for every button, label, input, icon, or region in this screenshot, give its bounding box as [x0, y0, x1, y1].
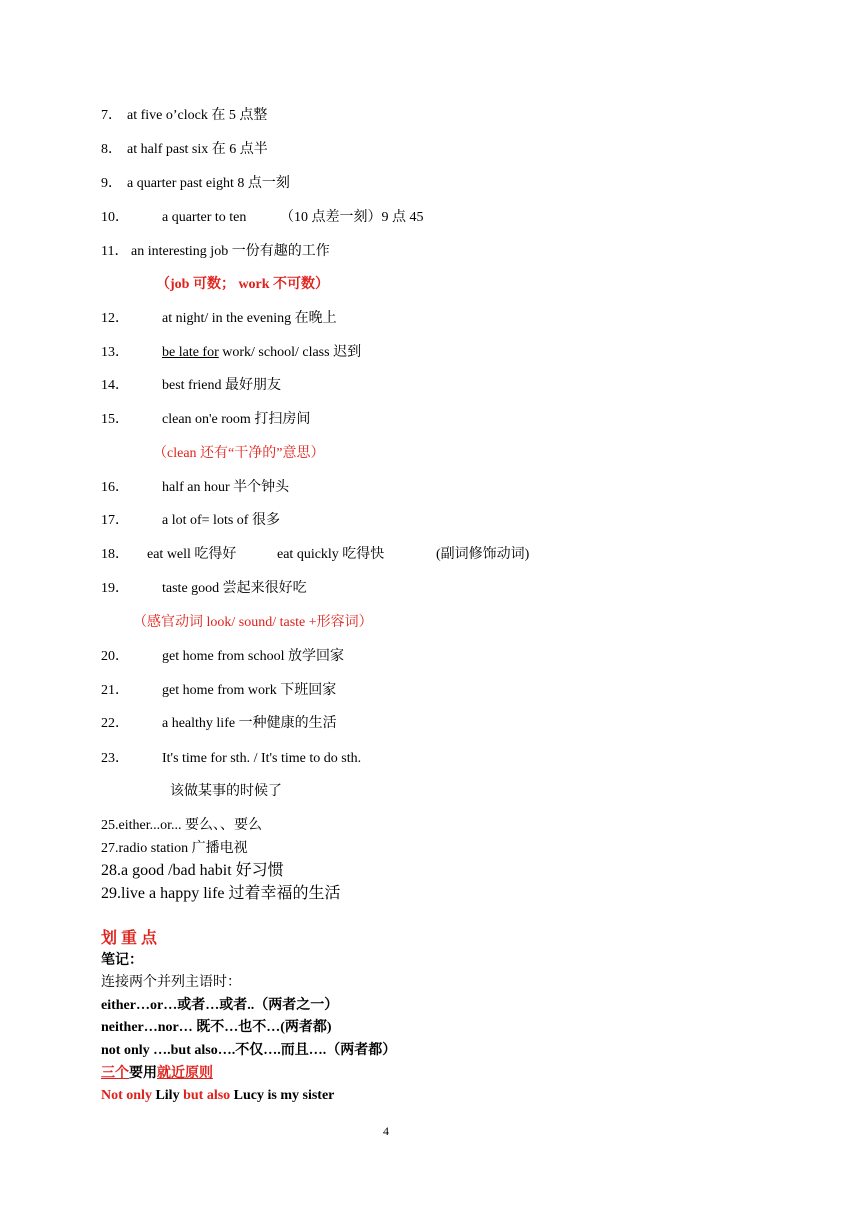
item-text: 29.live a happy life 过着幸福的生活: [101, 885, 341, 902]
item-text: [162, 344, 361, 362]
rule-not-only: not only ….but also….不仅….而且….（两者都）: [101, 1043, 397, 1058]
item-text: get home from school 放学回家: [162, 649, 344, 664]
example-rest: Lucy is my sister: [230, 1088, 335, 1103]
item-number: 7．: [101, 108, 122, 123]
item-text-2: eat quickly 吃得快: [277, 547, 385, 562]
item-text: half an hour 半个钟头: [162, 480, 290, 495]
page-number: 4: [383, 1124, 389, 1138]
proximity-principle: 就近原则: [157, 1066, 213, 1081]
item-text: 27.radio station 广播电视: [101, 841, 248, 856]
item-text: at night/ in the evening 在晚上: [162, 311, 337, 326]
red-note: （感官动词 look/ sound/ taste +形容词）: [133, 615, 373, 630]
item-number: 11．: [101, 244, 129, 259]
item-text: eat well 吃得好: [147, 547, 237, 562]
item-number: 12．: [101, 311, 129, 326]
item-text: taste good 尝起来很好吃: [162, 581, 307, 596]
item-number: 17．: [101, 513, 129, 528]
underlined-phrase: be late for: [162, 345, 219, 360]
item-number: 9．: [101, 176, 122, 191]
proximity-rule: [101, 1065, 213, 1083]
item-text: at half past six 在 6 点半: [127, 142, 268, 157]
item-number: 10．: [101, 210, 129, 225]
item-number: 20．: [101, 649, 129, 664]
item-number: 19．: [101, 581, 129, 596]
item-text: a quarter to ten: [162, 210, 247, 225]
item-text: 28.a good /bad habit 好习惯: [101, 862, 284, 879]
item-number: 22．: [101, 716, 129, 731]
proximity-verb: 要用: [129, 1066, 157, 1081]
item-text-3: (副词修饰动词): [436, 547, 530, 562]
item-number: 8．: [101, 142, 122, 157]
item-text: get home from work 下班回家: [162, 683, 337, 698]
item-number: 14．: [101, 378, 129, 393]
item-number: 16．: [101, 480, 129, 495]
item-number: 21．: [101, 683, 129, 698]
red-note: （job 可数； work 不可数）: [156, 277, 330, 292]
item-text: at five o’clock 在 5 点整: [127, 108, 268, 123]
item-text: a quarter past eight 8 点一刻: [127, 176, 290, 191]
rule-neither-nor: neither…nor… 既不…也不…(两者都): [101, 1020, 332, 1035]
item-text: an interesting job 一份有趣的工作: [131, 244, 330, 259]
red-note: （clean 还有“干净的”意思）: [153, 446, 325, 461]
item-text-note: （10 点差一刻）9 点 45: [280, 210, 424, 225]
proximity-count: 三个: [101, 1066, 129, 1081]
item-number: 23．: [101, 751, 129, 766]
example-but-also: but also: [183, 1088, 231, 1103]
item-text: a healthy life 一种健康的生活: [162, 716, 337, 731]
item-text: 25.either...or... 要么、、要么: [101, 818, 262, 833]
notes-intro: 连接两个并列主语时：: [101, 975, 241, 990]
rule-either-or: either…or…或者…或者..（两者之一）: [101, 998, 339, 1013]
item-text: clean on'e room 打扫房间: [162, 412, 311, 427]
item-number: 15．: [101, 412, 129, 427]
section-heading: 划 重 点: [101, 930, 158, 947]
item-number: 18．: [101, 547, 129, 562]
item-text: best friend 最好朋友: [162, 378, 281, 393]
notes-label: 笔记：: [101, 953, 143, 968]
example-subject-1: Lily: [151, 1088, 184, 1103]
example-not-only: Not only: [101, 1088, 152, 1103]
item-translation: 该做某事的时候了: [170, 784, 282, 799]
item-number: 13．: [101, 345, 129, 360]
example-sentence: [101, 1087, 334, 1105]
item-text: It's time for sth. / It's time to do sth.: [162, 751, 362, 766]
item-text: a lot of= lots of 很多: [162, 513, 280, 528]
item-text-rest: work/ school/ class 迟到: [218, 345, 362, 360]
